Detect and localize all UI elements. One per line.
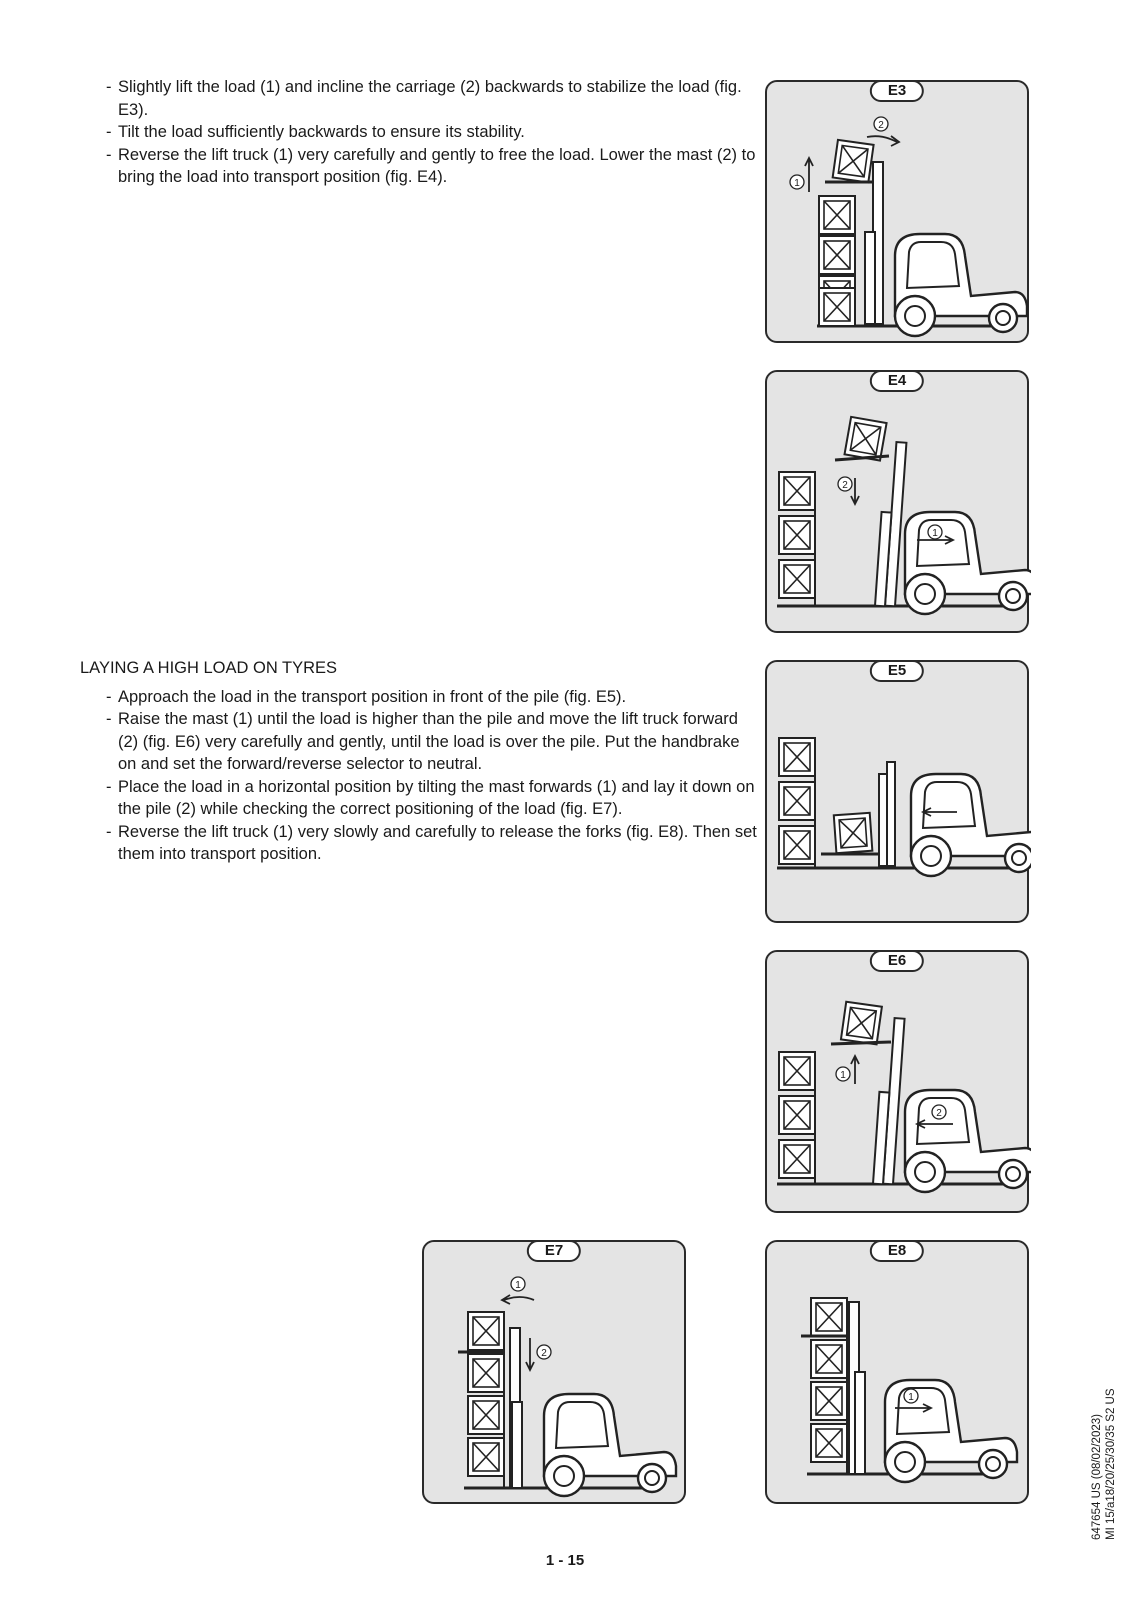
page-number: 1 - 15 (545, 1552, 585, 1569)
top-step-list (80, 76, 760, 189)
figure-label: E8 (870, 1240, 924, 1262)
section-step-list (80, 686, 760, 866)
figure-label: E5 (870, 660, 924, 682)
figure-e4 (765, 370, 1029, 633)
document-reference (1090, 1388, 1118, 1540)
forklift-illustration (767, 952, 1031, 1215)
figure-label: E3 (870, 80, 924, 102)
figure-e6 (765, 950, 1029, 1213)
figure-label: E7 (527, 1240, 581, 1262)
forklift-illustration (767, 82, 1031, 345)
forklift-illustration (767, 1242, 1031, 1506)
forklift-illustration (767, 372, 1031, 635)
step-tilt-and-lay: - Place the load in a horizontal position by tilting the mast forwards (1) and lay it down on the pile (2) while checking the correct positioning of the load (fig. E7). (80, 776, 760, 821)
step-tilt-back: - Tilt the load sufficiently backwards to ensure its stability. (80, 121, 760, 144)
figure-e7 (422, 1240, 686, 1504)
section-heading: LAYING A HIGH LOAD ON TYRES (80, 659, 338, 677)
step-reverse-release: - Reverse the lift truck (1) very slowly and carefully to release the forks (fig. E8). Then set them into transport position. (80, 821, 760, 866)
section-laying-high-load (80, 657, 760, 866)
top-instructions (80, 76, 760, 189)
step-approach-pile: - Approach the load in the transport position in front of the pile (fig. E5). (80, 686, 760, 709)
model-range: MI 15/a18/20/25/30/35 S2 US (1105, 1388, 1117, 1540)
step-raise-and-forward: - Raise the mast (1) until the load is higher than the pile and move the lift truck forward (2) (fig. E6) very carefully and gently, until the load is over the pile. Put the handbrake on and set the forward/reverse selector to neutral. (80, 708, 760, 776)
forklift-illustration (424, 1242, 688, 1506)
document-code: 647654 US (08/02/2023) (1091, 1414, 1103, 1540)
figure-e5 (765, 660, 1029, 923)
forklift-illustration (767, 662, 1031, 925)
figure-e8 (765, 1240, 1029, 1504)
figure-e3 (765, 80, 1029, 343)
step-lift-and-incline: - Slightly lift the load (1) and incline the carriage (2) backwards to stabilize the load (fig. E3). (80, 76, 760, 121)
figure-label: E6 (870, 950, 924, 972)
figure-label: E4 (870, 370, 924, 392)
step-reverse-and-lower: - Reverse the lift truck (1) very carefully and gently to free the load. Lower the mast (2) to bring the load into transport position (fig. E4). (80, 144, 760, 189)
